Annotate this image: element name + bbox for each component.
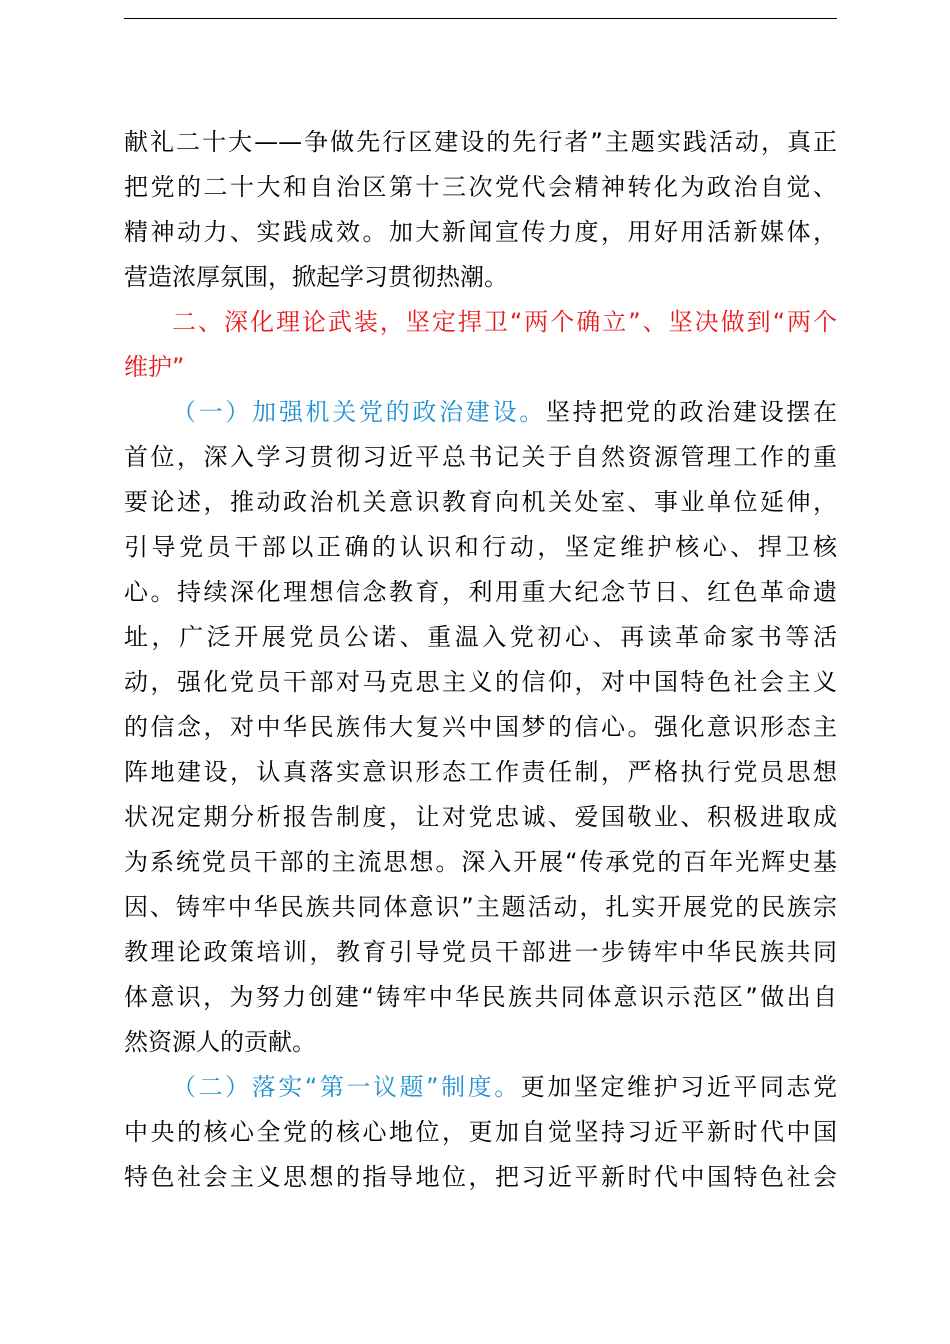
text-line: 的信念，对中华民族伟大复兴中国梦的信心。强化意识形态主 [124,713,837,741]
subsection-heading: （二）落实“第一议题”制度。 [172,1073,521,1101]
paragraph-intro [124,120,837,300]
text-line: 为系统党员干部的主流思想。深入开展“传承党的百年光辉史基 [124,848,837,876]
subsection-2 [124,1065,837,1200]
text-line: 特色社会主义思想的指导地位，把习近平新时代中国特色社会 [124,1163,837,1191]
text-line: 献礼二十大——争做先行区建设的先行者”主题实践活动，真正 [124,128,837,156]
text-line: 心。持续深化理想信念教育，利用重大纪念节日、红色革命遗 [124,578,837,606]
subsection-first-line [124,390,837,435]
text-line: 要论述，推动政治机关意识教育向机关处室、事业单位延伸， [124,488,837,516]
header-rule [124,18,837,19]
text-line: 体意识，为努力创建“铸牢中华民族共同体意识示范区”做出自 [124,983,837,1011]
text-line: 精神动力、实践成效。加大新闻宣传力度，用好用活新媒体， [124,218,837,246]
text-line: 因、铸牢中华民族共同体意识”主题活动，扎实开展党的民族宗 [124,893,837,921]
text-line: 教理论政策培训，教育引导党员干部进一步铸牢中华民族共同 [124,938,837,966]
section-heading [124,300,837,390]
section-heading-line: 二、深化理论武装，坚定捍卫“两个确立”、坚决做到“两个 [172,308,837,336]
text-span: 坚持把党的政治建设摆在 [545,398,837,426]
document-body [124,120,837,1200]
section-heading-line: 维护” [124,353,185,381]
text-line: 然资源人的贡献。 [124,1028,316,1056]
text-line: 中央的核心全党的核心地位，更加自觉坚持习近平新时代中国 [124,1118,837,1146]
subsection-heading: （一）加强机关党的政治建设。 [172,398,546,426]
text-line: 把党的二十大和自治区第十三次党代会精神转化为政治自觉、 [124,173,837,201]
text-line: 阵地建设，认真落实意识形态工作责任制，严格执行党员思想 [124,758,837,786]
text-line: 首位，深入学习贯彻习近平总书记关于自然资源管理工作的重 [124,443,837,471]
text-line: 状况定期分析报告制度，让对党忠诚、爱国敬业、积极进取成 [124,803,837,831]
subsection-first-line [124,1065,837,1110]
text-line: 动，强化党员干部对马克思主义的信仰，对中国特色社会主义 [124,668,837,696]
text-line: 营造浓厚氛围，掀起学习贯彻热潮。 [124,263,508,291]
text-span: 更加坚定维护习近平同志党 [520,1073,837,1101]
subsection-1 [124,390,837,1065]
text-line: 引导党员干部以正确的认识和行动，坚定维护核心、捍卫核 [124,533,837,561]
text-line: 址，广泛开展党员公诺、重温入党初心、再读革命家书等活 [124,623,837,651]
